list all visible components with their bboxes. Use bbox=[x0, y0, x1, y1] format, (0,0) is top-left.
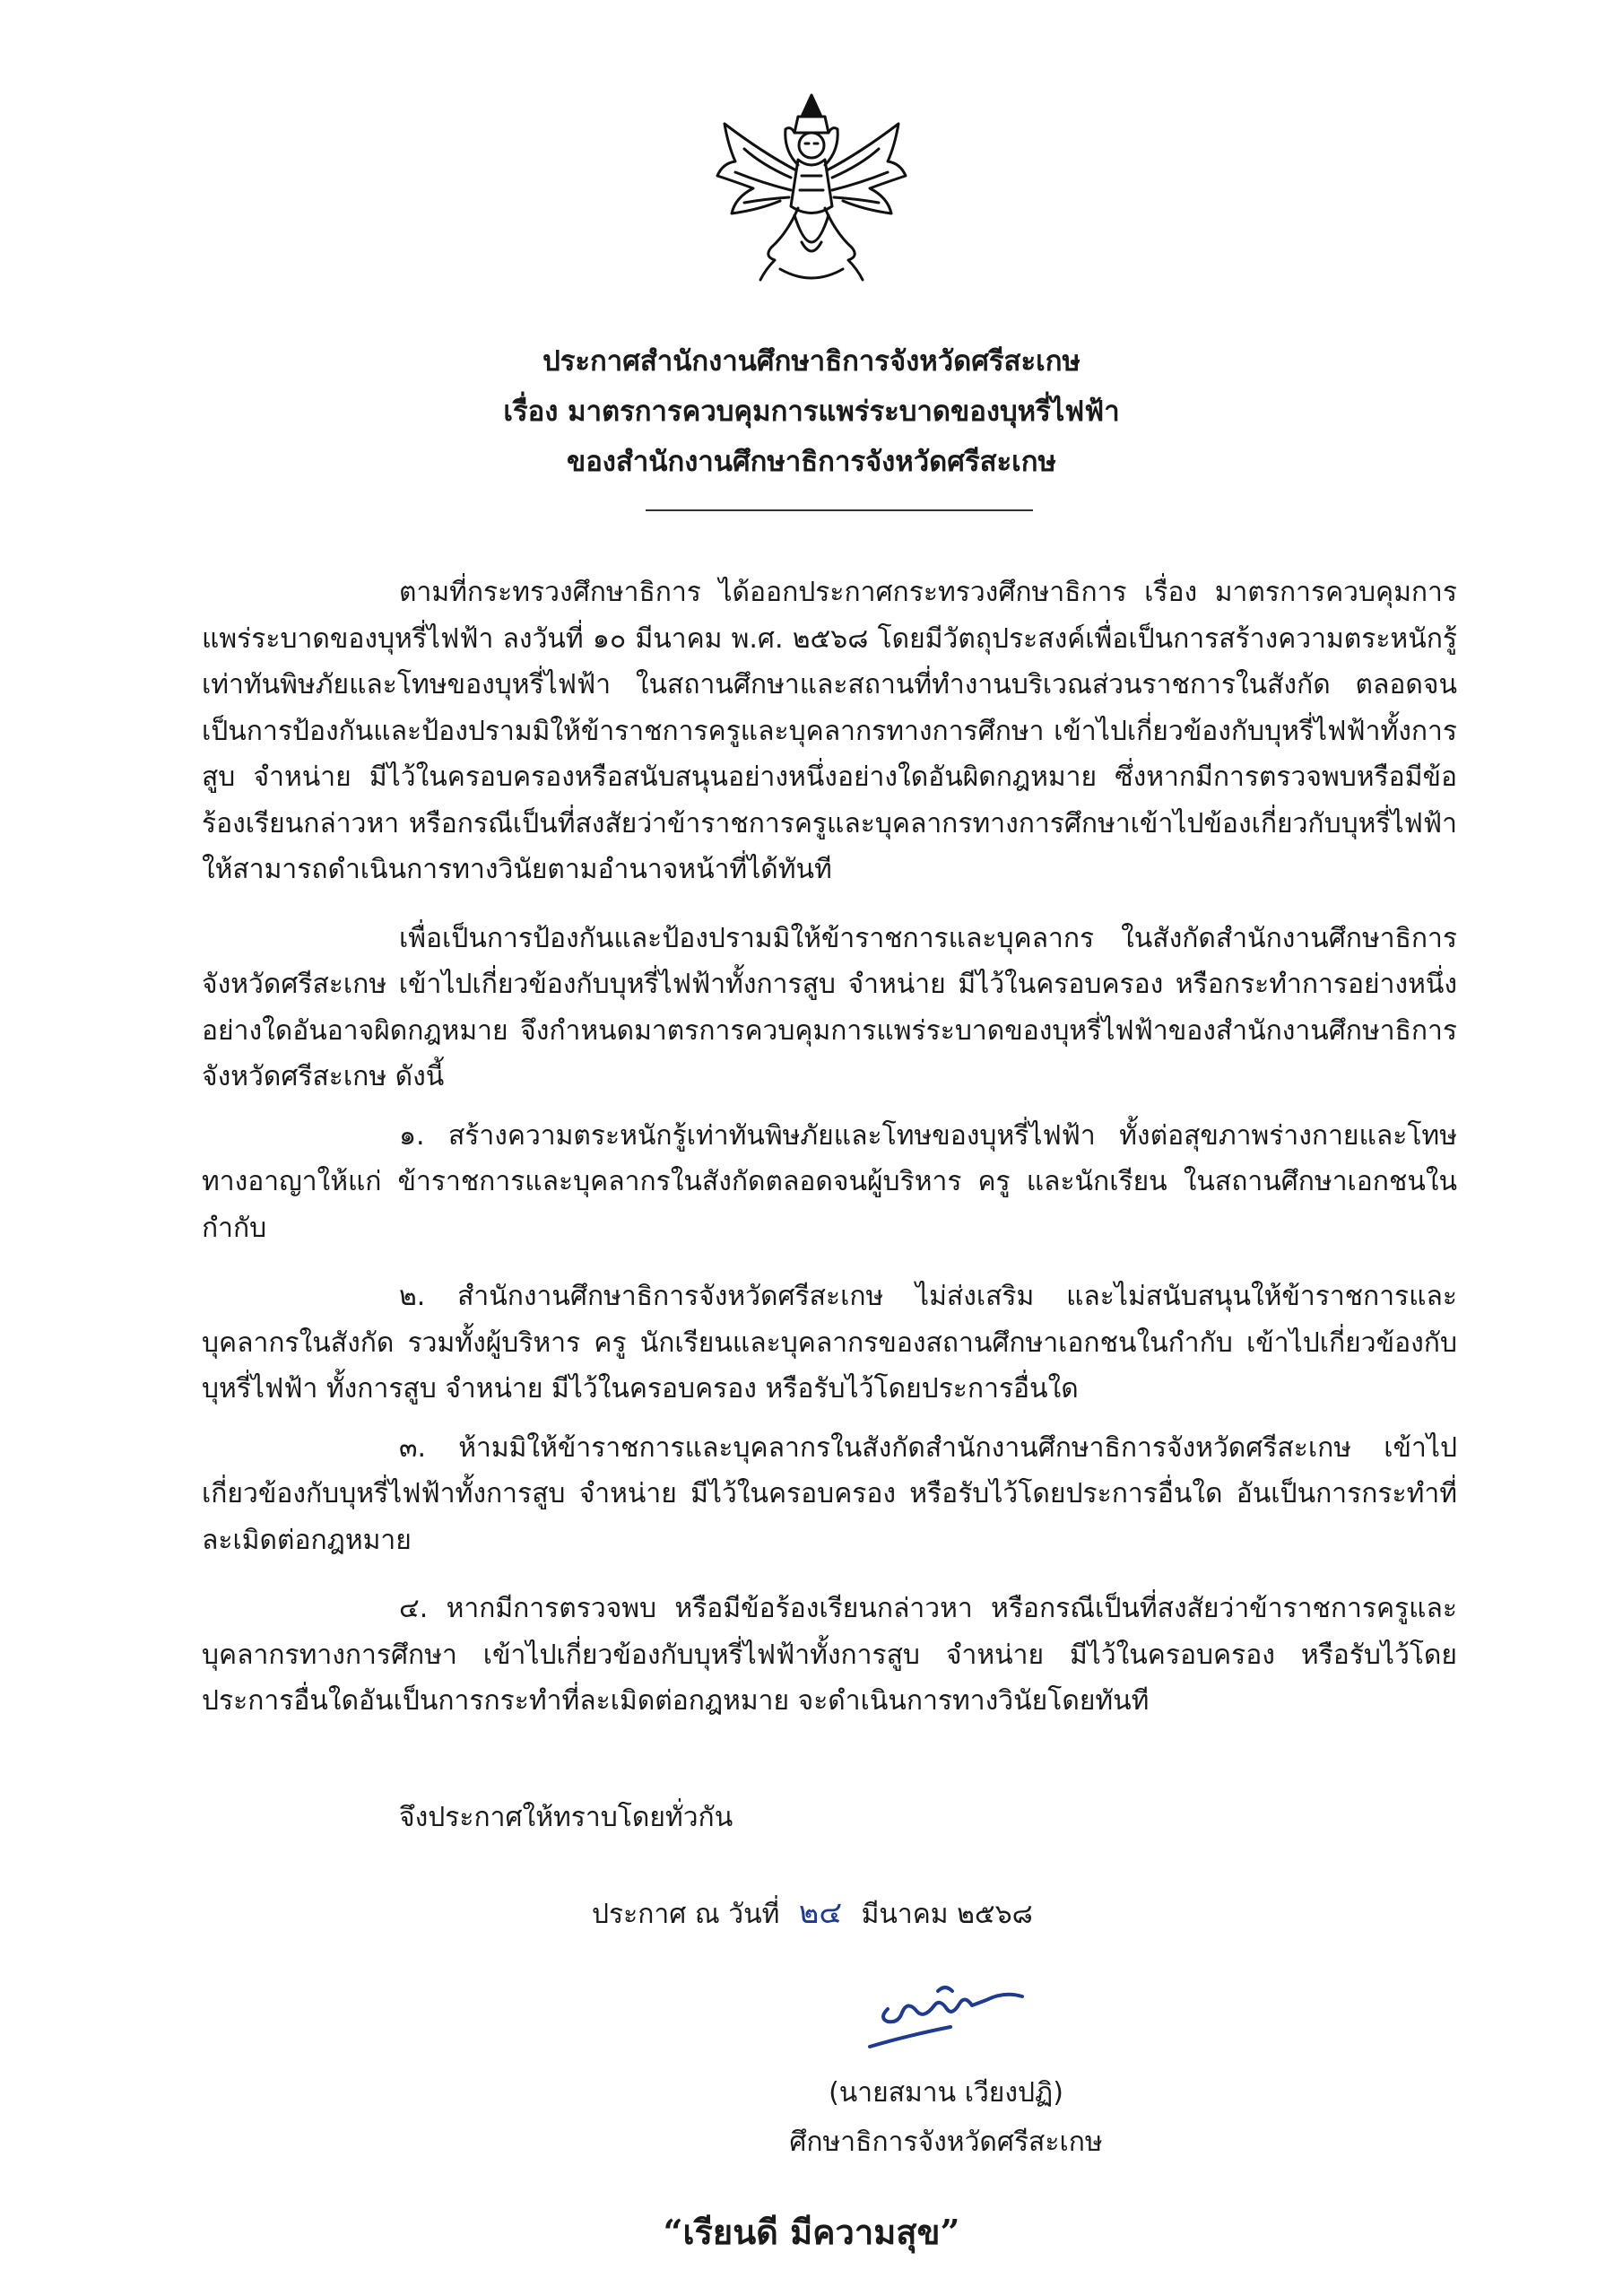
measure-item-2-text: ๒. สำนักงานศึกษาธิการจังหวัดศรีสะเกษ ไม่ส่งเสริม และไม่สนับสนุนให้ข้าราชการและบุคลากรในสังกัด รวมทั้งผู้บริหาร ครู นักเรียนและบุคลากรของสถานศึกษาเอกชนในกำกับ เข้าไปเกี่ยวข้องกับบุหรี่ไฟฟ้า ทั้งการสูบ จำหน่าย มีไว้ในครอบครอง หรือรับไว้โดยประการอื่นใด bbox=[202, 1281, 1457, 1405]
measure-item-2 bbox=[202, 1274, 1457, 1413]
title-line-2: เรื่อง มาตรการควบคุมการแพร่ระบาดของบุหรี่ไฟฟ้า bbox=[503, 396, 1120, 428]
title-line-1: ประกาศสำนักงานศึกษาธิการจังหวัดศรีสะเกษ bbox=[542, 345, 1081, 378]
closing-statement: จึงประกาศให้ทราบโดยทั่วกัน bbox=[399, 1802, 733, 1833]
date-prefix: ประกาศ ณ วันที่ bbox=[592, 1899, 780, 1930]
title-line-3: ของสำนักงานศึกษาธิการจังหวัดศรีสะเกษ bbox=[567, 446, 1056, 478]
measure-item-4 bbox=[202, 1586, 1457, 1725]
announcement-date bbox=[592, 1888, 1033, 1936]
date-suffix: มีนาคม ๒๕๖๘ bbox=[861, 1899, 1033, 1930]
measure-item-4-text: ๔. หากมีการตรวจพบ หรือมีข้อร้องเรียนกล่าวหา หรือกรณีเป็นที่สงสัยว่าข้าราชการครูและบุคลากรทางการศึกษา เข้าไปเกี่ยวข้องกับบุหรี่ไฟฟ้าทั้งการสูบ จำหน่าย มีไว้ในครอบครอง หรือรับไว้โดยประการอื่นใดอันเป็นการกระทำที่ละเมิดต่อกฎหมาย จะดำเนินการทางวินัยโดยทันที bbox=[202, 1593, 1457, 1717]
paragraph-1-text: ตามที่กระทรวงศึกษาธิการ ได้ออกประกาศกระทรวงศึกษาธิการ เรื่อง มาตรการควบคุมการแพร่ระบาดของบุหรี่ไฟฟ้า ลงวันที่ ๑๐ มีนาคม พ.ศ. ๒๕๖๘ โดยมีวัตถุประสงค์เพื่อเป็นการสร้างความตระหนักรู้เท่าทันพิษภัยและโทษของบุหรี่ไฟฟ้า ในสถานศึกษาและสถานที่ทำงานบริเวณส่วนราชการในสังกัด ตลอดจนเป็นการป้องกันและป้องปรามมิให้ข้าราชการครูและบุคลากรทางการศึกษา เข้าไปเกี่ยวข้องกับบุหรี่ไฟฟ้าทั้งการสูบ จำหน่าย มีไว้ในครอบครองหรือสนับสนุนอย่างหนึ่งอย่างใดอันผิดกฎหมาย ซึ่งหากมีการตรวจพบหรือมีข้อร้องเรียนกล่าวหา หรือกรณีเป็นที่สงสัยว่าข้าราชการครูและบุคลากรทางการศึกษาเข้าไปข้องเกี่ยวกับบุหรี่ไฟฟ้า ให้สามารถดำเนินการทางวินัยตามอำนาจหน้าที่ได้ทันที bbox=[202, 577, 1457, 885]
announcement-body bbox=[202, 570, 1457, 1725]
paragraph-2 bbox=[202, 916, 1457, 1100]
title-divider bbox=[646, 509, 1033, 511]
paragraph-1 bbox=[202, 570, 1457, 893]
measure-item-3-text: ๓. ห้ามมิให้ข้าราชการและบุคลากรในสังกัดสำนักงานศึกษาธิการจังหวัดศรีสะเกษ เข้าไปเกี่ยวข้องกับบุหรี่ไฟฟ้าทั้งการสูบ จำหน่าย มีไว้ในครอบครอง หรือรับไว้โดยประการอื่นใด อันเป็นการกระทำที่ละเมิดต่อกฎหมาย bbox=[202, 1431, 1457, 1556]
measure-item-1 bbox=[202, 1113, 1457, 1252]
paragraph-2-text: เพื่อเป็นการป้องกันและป้องปรามมิให้ข้าราชการและบุคลากร ในสังกัดสำนักงานศึกษาธิการจังหวัดศรีสะเกษ เข้าไปเกี่ยวข้องกับบุหรี่ไฟฟ้าทั้งการสูบ จำหน่าย มีไว้ในครอบครอง หรือกระทำการอย่างหนึ่งอย่างใดอันอาจผิดกฎหมาย จึงกำหนดมาตรการควบคุมการแพร่ระบาดของบุหรี่ไฟฟ้าของสำนักงานศึกษาธิการจังหวัดศรีสะเกษ ดังนี้ bbox=[202, 922, 1457, 1092]
announcement-title bbox=[0, 336, 1623, 487]
date-day-handwritten: ๒๔ bbox=[798, 1895, 843, 1931]
signature-icon bbox=[852, 1964, 1058, 2063]
measure-item-3 bbox=[202, 1425, 1457, 1564]
signatory-title: ศึกษาธิการจังหวัดศรีสะเกษ bbox=[789, 2126, 1103, 2158]
measure-item-1-text: ๑. สร้างความตระหนักรู้เท่าทันพิษภัยและโทษของบุหรี่ไฟฟ้า ทั้งต่อสุขภาพร่างกายและโทษทางอาญาให้แก่ ข้าราชการและบุคลากรในสังกัดตลอดจนผู้บริหาร ครู และนักเรียน ในสถานศึกษาเอกชนในกำกับ bbox=[202, 1119, 1457, 1244]
garuda-emblem-icon bbox=[708, 90, 915, 296]
footer-motto: “เรียนดี มีความสุข” bbox=[663, 2212, 960, 2252]
signatory-name: (นายสมาน เวียงปฏิ) bbox=[829, 2077, 1063, 2109]
